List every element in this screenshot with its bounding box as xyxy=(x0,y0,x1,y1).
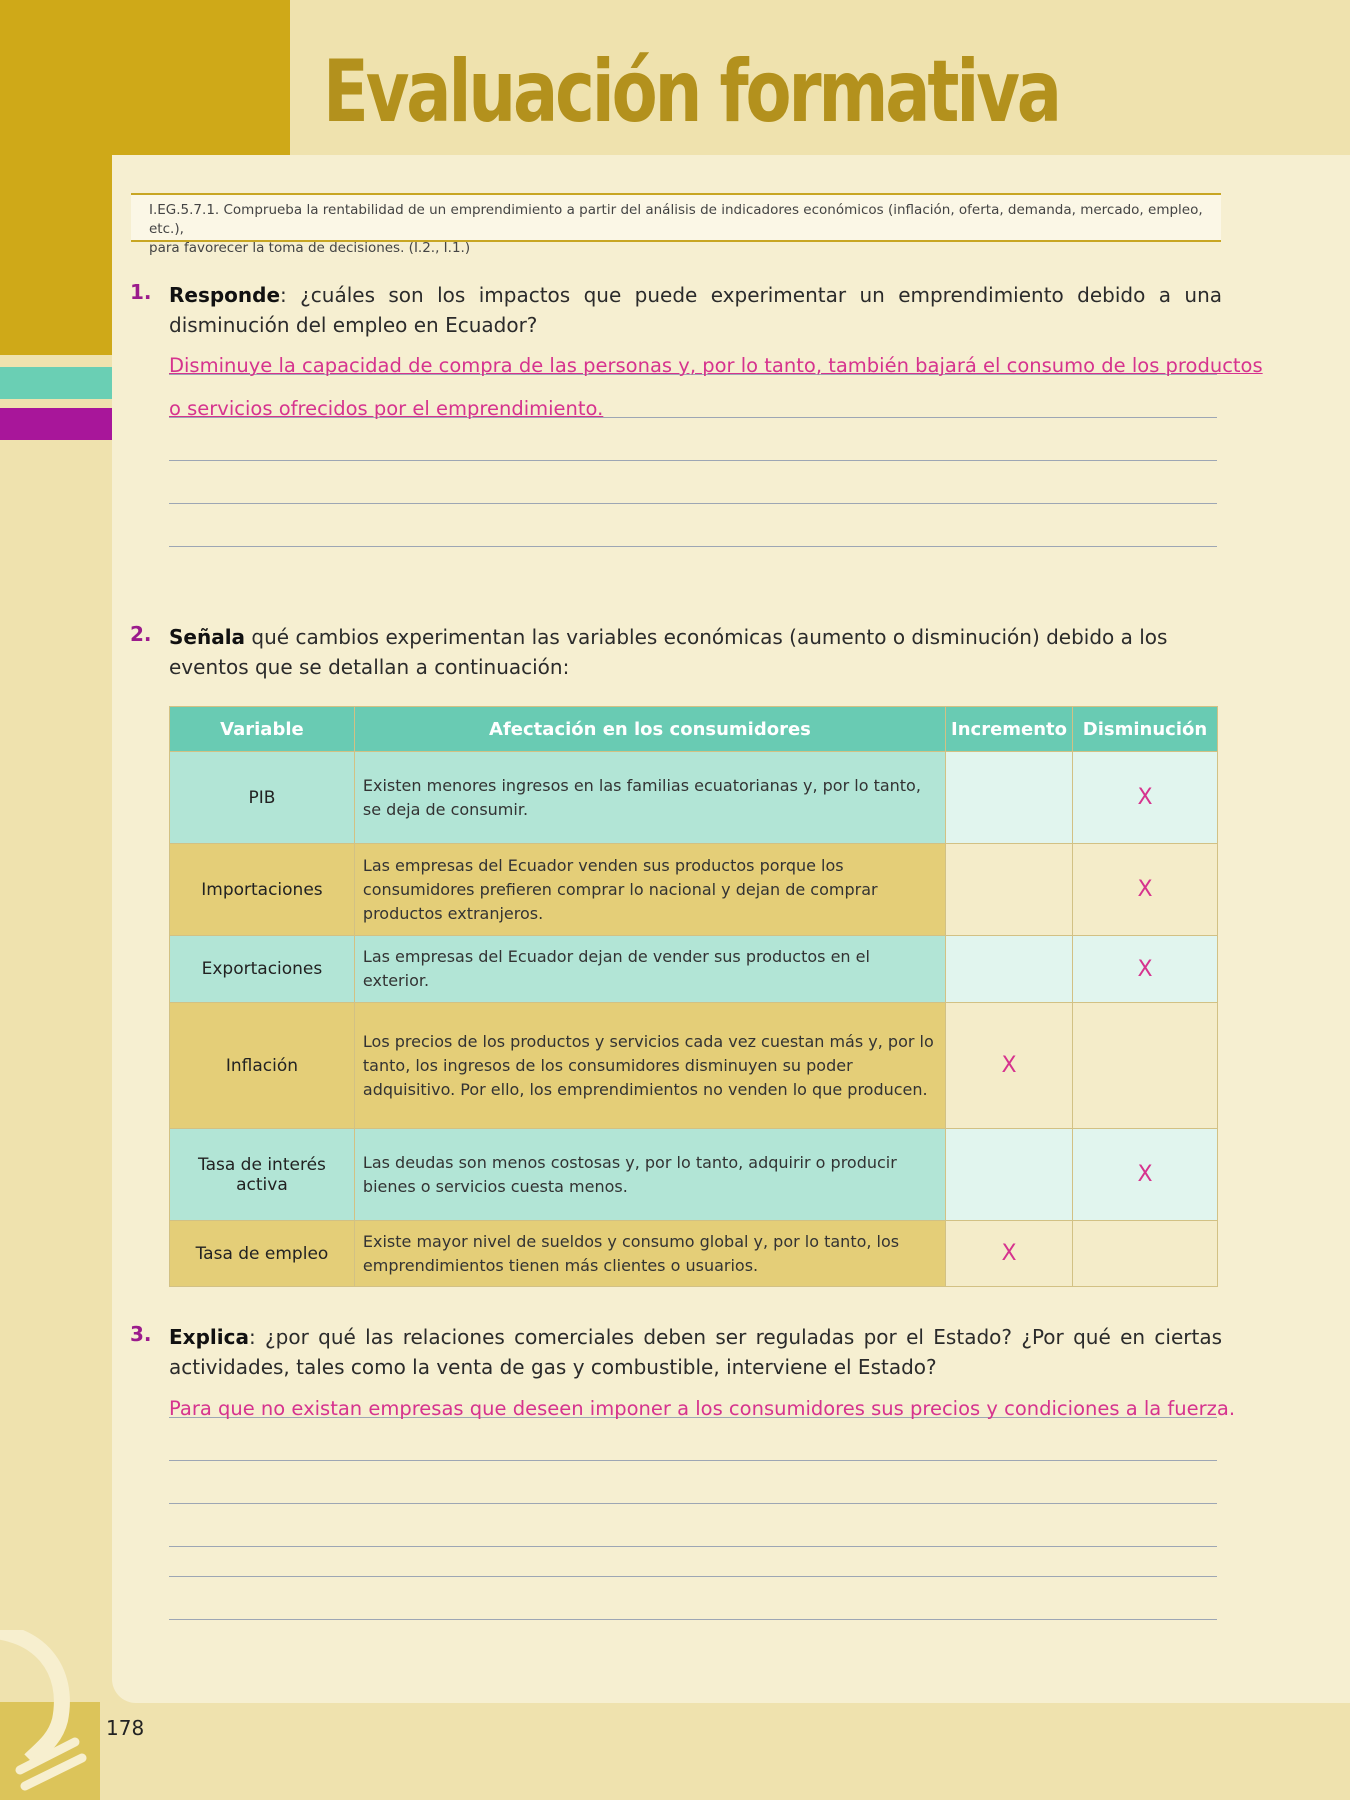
table-row xyxy=(170,1003,1218,1129)
answer-line xyxy=(169,504,1217,547)
variable-cell: Importaciones xyxy=(170,844,355,936)
table-header-row xyxy=(170,707,1218,752)
increase-cell xyxy=(946,936,1073,1003)
header-variable: Variable xyxy=(170,707,355,752)
decrease-cell: X xyxy=(1073,844,1218,936)
answer-lines-1 xyxy=(169,332,1263,547)
answer-text: o servicios ofrecidos por el emprendimiento. xyxy=(169,397,604,420)
table-row xyxy=(170,844,1218,936)
answer-line xyxy=(169,375,1217,418)
question-body: : ¿por qué las relaciones comerciales deben ser reguladas por el Estado? ¿Por qué en ciertas actividades, tales como la venta de gas y combustible, interviene el Estado? xyxy=(169,1325,1222,1379)
teal-stripe xyxy=(0,367,112,399)
question-text xyxy=(169,280,1222,340)
answer-text: Para que no existan empresas que deseen imponer a los consumidores sus precios y condiciones a la fuerza. xyxy=(169,1397,1236,1420)
page-number: 178 xyxy=(106,1716,145,1740)
question-number: 3. xyxy=(130,1322,152,1346)
question-number: 2. xyxy=(130,622,152,646)
answer-line xyxy=(169,461,1217,504)
increase-cell xyxy=(946,1129,1073,1221)
table-row xyxy=(170,936,1218,1003)
evaluation-indicator xyxy=(131,193,1221,256)
question-keyword: Señala xyxy=(169,625,246,649)
decrease-cell xyxy=(1073,1221,1218,1287)
answer-line xyxy=(169,1375,1236,1420)
question-3 xyxy=(130,1322,1222,1382)
variables-table xyxy=(169,706,1218,1287)
indicator-line-2: para favorecer la toma de decisiones. (I.2., I.1.) xyxy=(149,240,471,256)
table-row xyxy=(170,1129,1218,1221)
answer-lines-3 xyxy=(169,1375,1236,1620)
question-body: qué cambios experimentan las variables económicas (aumento o disminución) debido a los eventos que se detallan a continuación: xyxy=(169,625,1168,679)
page-title: Evaluación formativa xyxy=(323,42,1059,142)
lightbulb-icon xyxy=(0,1630,100,1800)
question-text xyxy=(169,1322,1222,1382)
variable-cell: PIB xyxy=(170,752,355,844)
variable-cell: Tasa de interés activa xyxy=(170,1129,355,1221)
header-effect: Afectación en los consumidores xyxy=(354,707,945,752)
answer-line xyxy=(169,1418,1217,1461)
indicator-line-1: I.EG.5.7.1. Comprueba la rentabilidad de un emprendimiento a partir del análisis de indicadores económicos (inflación, oferta, demanda, mercado, empleo, etc.), xyxy=(149,202,1203,237)
header-increase: Incremento xyxy=(946,707,1073,752)
answer-line xyxy=(169,1461,1217,1504)
answer-text: Disminuye la capacidad de compra de las personas y, por lo tanto, también bajará el consumo de los productos xyxy=(169,354,1263,377)
question-number: 1. xyxy=(130,280,152,304)
effect-cell: Los precios de los productos y servicios cada vez cuestan más y, por lo tanto, los ingresos de los consumidores disminuyen su poder adquisitivo. Por ello, los emprendimientos no venden lo que producen. xyxy=(354,1003,945,1129)
answer-line xyxy=(169,332,1263,377)
increase-cell: X xyxy=(946,1003,1073,1129)
table-row xyxy=(170,1221,1218,1287)
question-1 xyxy=(130,280,1222,340)
header-decrease: Disminución xyxy=(1073,707,1218,752)
increase-cell xyxy=(946,752,1073,844)
answer-line xyxy=(169,1547,1217,1577)
increase-cell xyxy=(946,844,1073,936)
question-text xyxy=(169,622,1222,682)
question-body: : ¿cuáles son los impactos que puede experimentar un emprendimiento debido a una disminución del empleo en Ecuador? xyxy=(169,283,1222,337)
effect-cell: Las empresas del Ecuador venden sus productos porque los consumidores prefieren comprar lo nacional y dejan de comprar productos extranjeros. xyxy=(354,844,945,936)
question-2 xyxy=(130,622,1222,682)
effect-cell: Las empresas del Ecuador dejan de vender sus productos en el exterior. xyxy=(354,936,945,1003)
question-keyword: Explica xyxy=(169,1325,249,1349)
magenta-stripe xyxy=(0,408,112,440)
answer-line xyxy=(169,1504,1217,1547)
decrease-cell: X xyxy=(1073,936,1218,1003)
question-keyword: Responde xyxy=(169,283,281,307)
decrease-cell: X xyxy=(1073,752,1218,844)
answer-line xyxy=(169,1577,1217,1620)
effect-cell: Existen menores ingresos en las familias ecuatorianas y, por lo tanto, se deja de consumir. xyxy=(354,752,945,844)
answer-line xyxy=(169,418,1217,461)
variable-cell: Exportaciones xyxy=(170,936,355,1003)
effect-cell: Existe mayor nivel de sueldos y consumo global y, por lo tanto, los emprendimientos tienen más clientes o usuarios. xyxy=(354,1221,945,1287)
decrease-cell: X xyxy=(1073,1129,1218,1221)
increase-cell: X xyxy=(946,1221,1073,1287)
variable-cell: Inflación xyxy=(170,1003,355,1129)
effect-cell: Las deudas son menos costosas y, por lo tanto, adquirir o producir bienes o servicios cuesta menos. xyxy=(354,1129,945,1221)
decrease-cell xyxy=(1073,1003,1218,1129)
table-row xyxy=(170,752,1218,844)
variable-cell: Tasa de empleo xyxy=(170,1221,355,1287)
